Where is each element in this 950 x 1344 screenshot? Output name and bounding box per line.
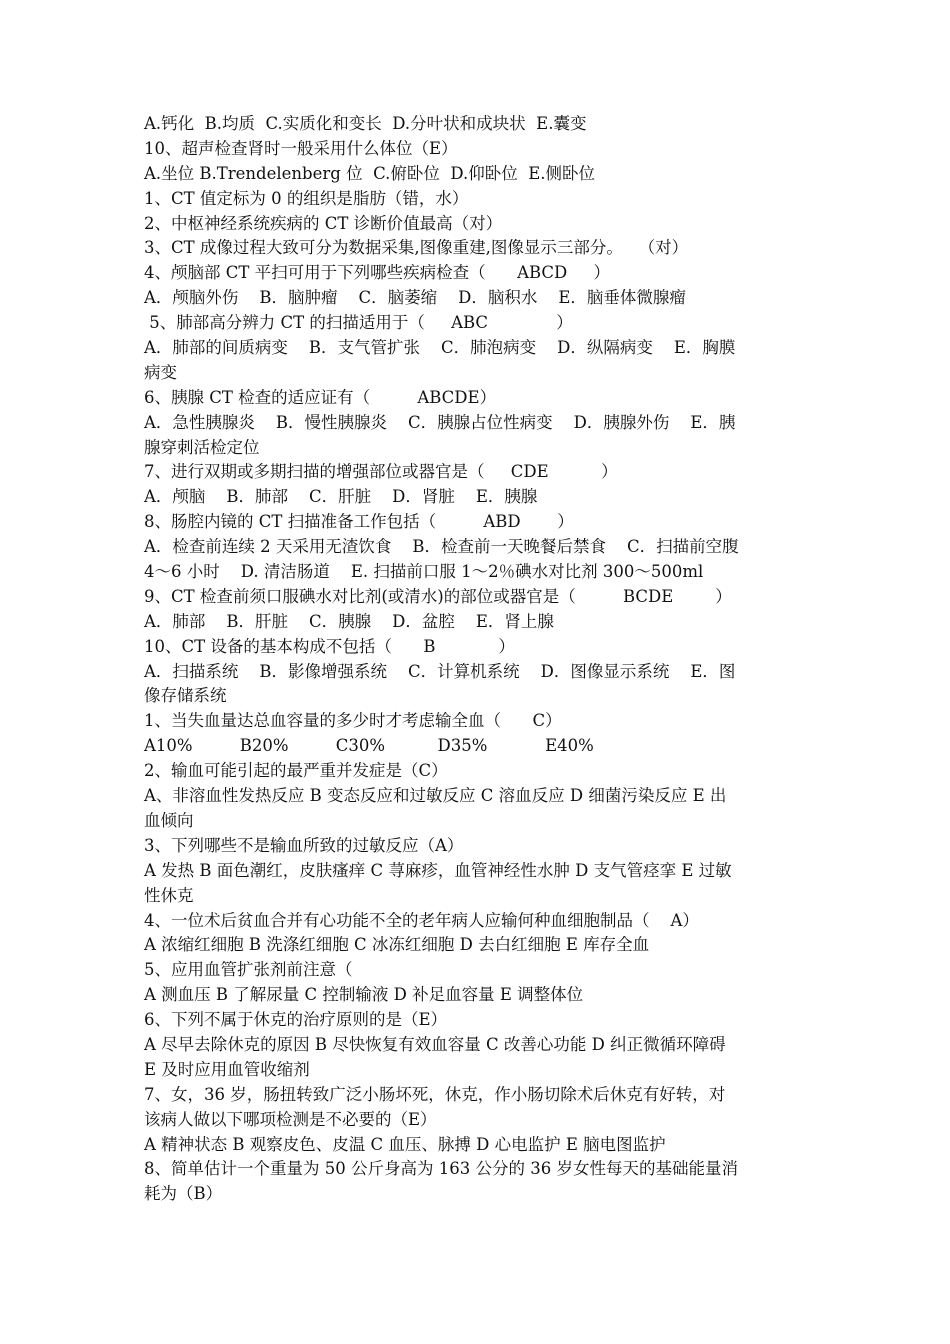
text-line: E 及时应用血管收缩剂: [144, 1059, 310, 1079]
document-body: [144, 112, 810, 1207]
text-line: 血倾向: [144, 810, 194, 830]
text-line: 5、肺部高分辨力 CT 的扫描适用于（ ABC ）: [144, 313, 573, 333]
text-line: 4、颅脑部 CT 平扫可用于下列哪些疾病检查（ ABCD ）: [144, 263, 611, 283]
text-line: A 精神状态 B 观察皮色、皮温 C 血压、脉搏 D 心电监护 E 脑电图监护: [144, 1134, 666, 1154]
text-line: 病变: [144, 362, 177, 382]
text-line: A．肺部 B．肝脏 C．胰腺 D．盆腔 E．肾上腺: [144, 611, 554, 631]
text-line: A．肺部的间质病变 B．支气管扩张 C．肺泡病变 D．纵隔病变 E．胸膜: [144, 338, 736, 358]
text-line: A 浓缩红细胞 B 洗涤红细胞 C 冰冻红细胞 D 去白红细胞 E 库存全血: [144, 935, 650, 955]
text-line: 3、下列哪些不是输血所致的过敏反应（A）: [144, 835, 464, 855]
text-line: 2、中枢神经系统疾病的 CT 诊断价值最高（对）: [144, 213, 503, 233]
text-line: 8、简单估计一个重量为 50 公斤身高为 163 公分的 36 岁女性每天的基础能量消: [144, 1159, 738, 1179]
text-line: 8、肠腔内镜的 CT 扫描准备工作包括（ ABD ）: [144, 512, 574, 532]
text-line: A．颅脑 B．肺部 C．肝脏 D．肾脏 E．胰腺: [144, 487, 538, 507]
text-line: 5、应用血管扩张剂前注意（: [144, 960, 353, 980]
text-line: A.坐位 B.Trendelenberg 位 C.俯卧位 D.仰卧位 E.侧卧位: [144, 163, 596, 183]
text-line: 4、一位术后贫血合并有心功能不全的老年病人应输何种血细胞制品（ A）: [144, 910, 699, 930]
text-line: 7、女，36 岁，肠扭转致广泛小肠坏死，休克，作小肠切除术后休克有好转，对: [144, 1084, 726, 1104]
text-line: A、非溶血性发热反应 B 变态反应和过敏反应 C 溶血反应 D 细菌污染反应 E 出: [144, 786, 727, 806]
text-line: A．检查前连续 2 天采用无渣饮食 B．检查前一天晚餐后禁食 C．扫描前空腹: [144, 537, 739, 557]
text-line: 9、CT 检查前须口服碘水对比剂(或清水)的部位或器官是（ BCDE ）: [144, 586, 732, 606]
text-line: 10、超声检查肾时一般采用什么体位（E）: [144, 138, 458, 158]
text-line: A 发热 B 面色潮红，皮肤瘙痒 C 荨麻疹，血管神经性水肿 D 支气管痉挛 E 过敏: [144, 860, 732, 880]
text-line: 该病人做以下哪项检测是不必要的（E）: [144, 1109, 437, 1129]
text-line: 6、胰腺 CT 检查的适应证有（ ABCDE）: [144, 387, 497, 407]
text-line: A 测血压 B 了解尿量 C 控制输液 D 补足血容量 E 调整体位: [144, 985, 584, 1005]
text-line: 2、输血可能引起的最严重并发症是（C）: [144, 761, 448, 781]
text-line: A．颅脑外伤 B．脑肿瘤 C．脑萎缩 D．脑积水 E．脑垂体微腺瘤: [144, 288, 686, 308]
text-line: A.钙化 B.均质 C.实质化和变长 D.分叶状和成块状 E.囊变: [144, 114, 587, 133]
text-line: 1、当失血量达总血容量的多少时才考虑输全血（ C）: [144, 711, 562, 731]
text-line: 4～6 小时 D. 清洁肠道 E. 扫描前口服 1～2％碘水对比剂 300～500ml: [144, 562, 704, 582]
text-line: 1、CT 值定标为 0 的组织是脂肪（错，水）: [144, 188, 469, 208]
text-line: 性休克: [144, 885, 194, 905]
text-line: 10、CT 设备的基本构成不包括（ B ）: [144, 636, 515, 656]
text-line: 6、下列不属于休克的治疗原则的是（E）: [144, 1010, 448, 1030]
text-line: 7、进行双期或多期扫描的增强部位或器官是（ CDE ）: [144, 462, 618, 482]
text-line: 像存储系统: [144, 686, 227, 706]
text-line: A 尽早去除休克的原因 B 尽快恢复有效血容量 C 改善心功能 D 纠正微循环障碍: [144, 1034, 726, 1054]
text-line: 耗为（B）: [144, 1184, 223, 1204]
text-line: A10% B20% C30% D35% E40%: [144, 736, 594, 756]
text-line: A．急性胰腺炎 B．慢性胰腺炎 C．胰腺占位性病变 D．胰腺外伤 E．胰: [144, 412, 736, 432]
text-line: 腺穿刺活检定位: [144, 437, 260, 457]
text-line: A．扫描系统 B．影像增强系统 C．计算机系统 D．图像显示系统 E．图: [144, 661, 736, 681]
text-line: 3、CT 成像过程大致可分为数据采集,图像重建,图像显示三部分。 （对）: [144, 238, 689, 258]
